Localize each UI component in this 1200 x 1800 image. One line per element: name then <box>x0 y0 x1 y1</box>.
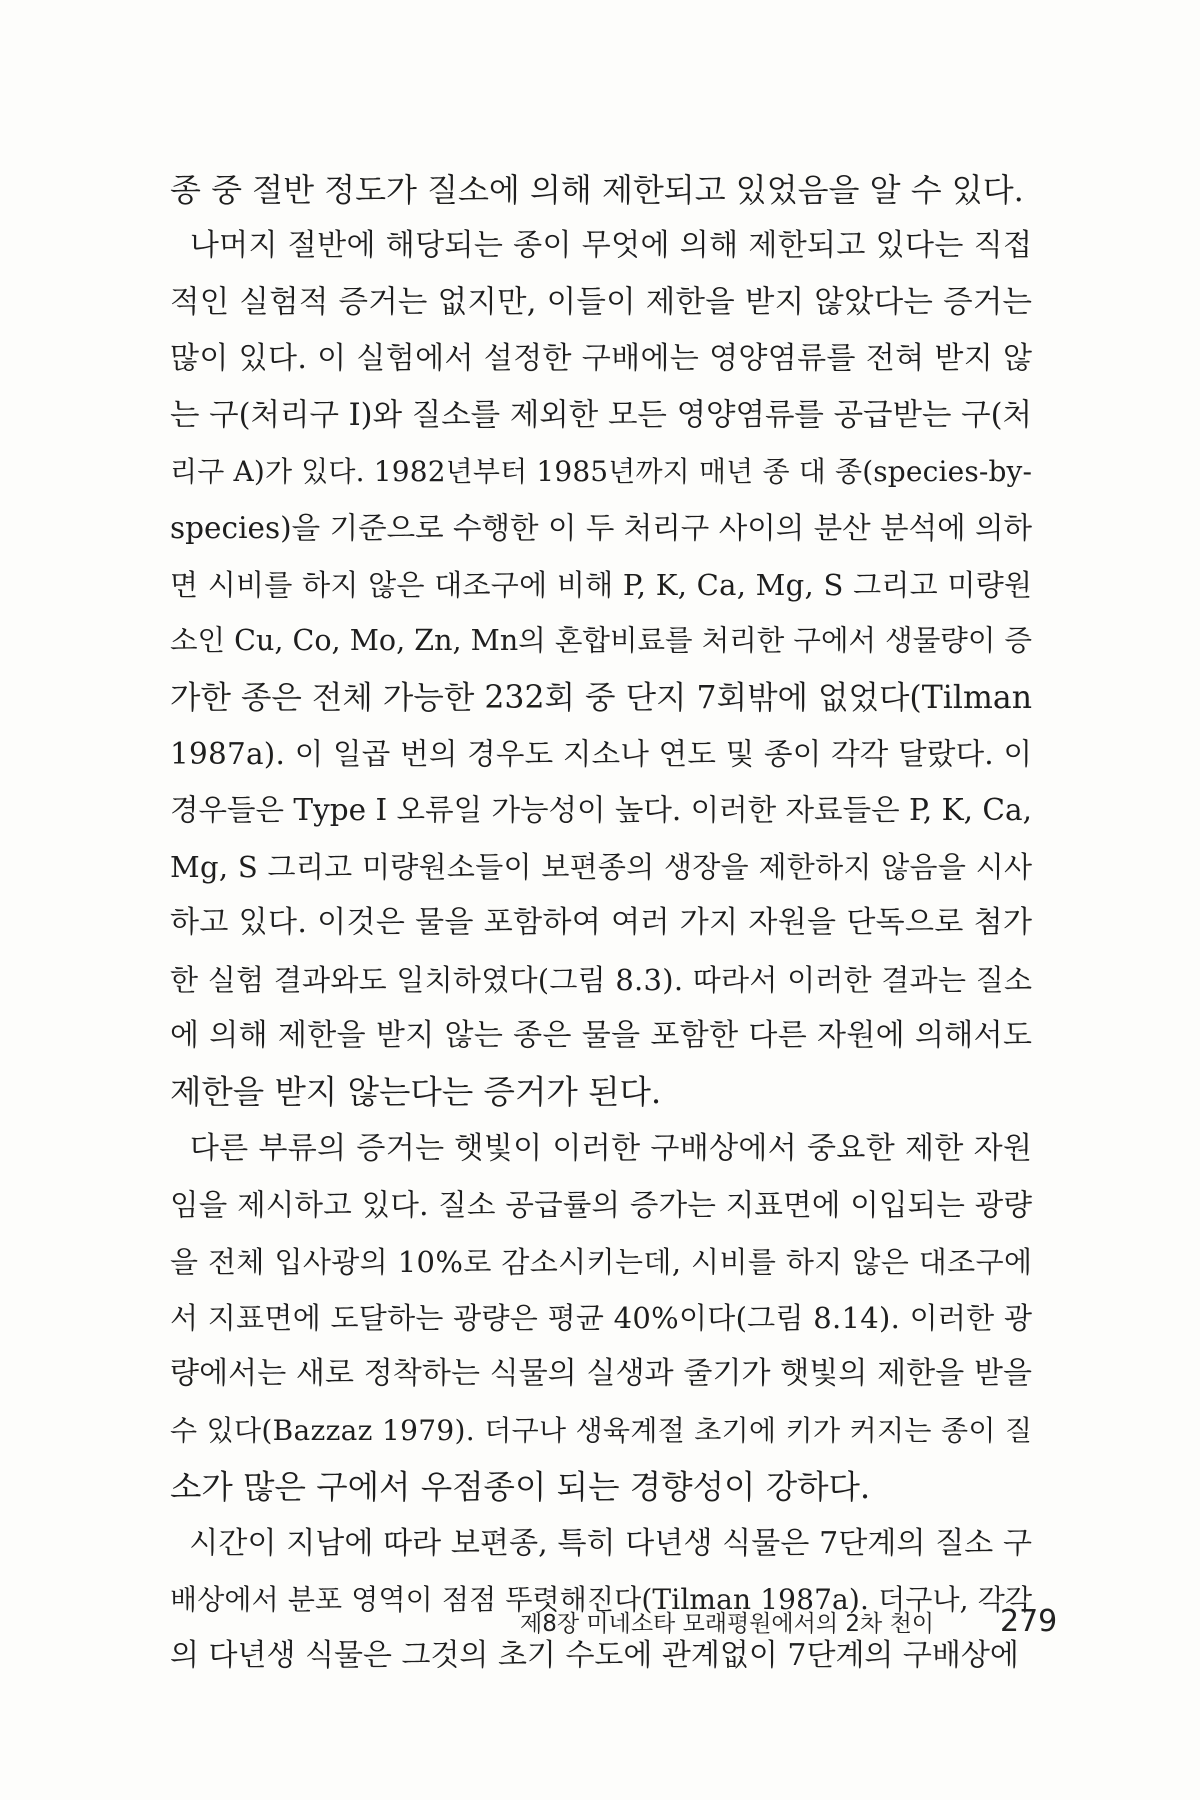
text-line: 임을 제시하고 있다. 질소 공급률의 증가는 지표면에 이입되는 광량 <box>170 1188 1033 1223</box>
text-line: 많이 있다. 이 실험에서 설정한 구배에는 영양염류를 전혀 받지 않 <box>170 341 1033 377</box>
text-line: species)을 기준으로 수행한 이 두 처리구 사이의 분산 분석에 의하 <box>170 511 1033 546</box>
text-line: 소인 Cu, Co, Mo, Zn, Mn의 혼합비료를 처리한 구에서 생물량이 증 <box>170 624 1033 658</box>
text-line: 수 있다(Bazzaz 1979). 더구나 생육계절 초기에 키가 커지는 종이 질 <box>170 1413 1033 1447</box>
text-line: 1987a). 이 일곱 번의 경우도 지소나 연도 및 종이 각각 달랐다. 이 <box>170 737 1033 771</box>
text-line: 소가 많은 구에서 우점종이 되는 경향성이 강하다. <box>170 1468 871 1507</box>
text-line: 에 의해 제한을 받지 않는 종은 물을 포함한 다른 자원에 의해서도 <box>170 1018 1033 1053</box>
text-line: Mg, S 그리고 미량원소들이 보편종의 생장을 제한하지 않음을 시사 <box>170 849 1033 884</box>
text-line: 적인 실험적 증거는 없지만, 이들이 제한을 받지 않았다는 증거는 <box>170 284 1033 320</box>
text-line: 경우들은 Type I 오류일 가능성이 높다. 이러한 자료들은 P, K, Ca, <box>170 793 1032 828</box>
text-line: 서 지표면에 도달하는 광량은 평균 40%이다(그림 8.14). 이러한 광 <box>170 1301 1033 1335</box>
text-line: 나머지 절반에 해당되는 종이 무엇에 의해 제한되고 있다는 직접 <box>170 228 1033 264</box>
text-line: 의 다년생 식물은 그것의 초기 수도에 관계없이 7단계의 구배상에 <box>170 1638 1019 1674</box>
page-number: 279 <box>1000 1604 1058 1639</box>
text-line: 한 실험 결과와도 일치하였다(그림 8.3). 따라서 이러한 결과는 질소 <box>170 962 1033 997</box>
text-line: 종 중 절반 정도가 질소에 의해 제한되고 있었음을 알 수 있다. <box>170 171 1024 209</box>
text-line: 량에서는 새로 정착하는 식물의 실생과 줄기가 햇빛의 제한을 받을 <box>170 1356 1033 1392</box>
text-line: 면 시비를 하지 않은 대조구에 비해 P, K, Ca, Mg, S 그리고 미량원 <box>170 567 1033 602</box>
text-line: 는 구(처리구 I)와 질소를 제외한 모든 영양염류를 공급받는 구(처 <box>170 397 1032 433</box>
text-line: 을 전체 입사광의 10%로 감소시키는데, 시비를 하지 않은 대조구에 <box>170 1244 1033 1279</box>
running-head: 제8장 미네소타 모래평원에서의 2차 천이 <box>520 1611 934 1637</box>
text-line: 하고 있다. 이것은 물을 포함하여 여러 가지 자원을 단독으로 첨가 <box>170 905 1033 941</box>
text-line: 제한을 받지 않는다는 증거가 된다. <box>170 1073 662 1112</box>
text-line: 가한 종은 전체 가능한 232회 중 단지 7회밖에 없었다(Tilman <box>170 679 1033 716</box>
text-line: 다른 부류의 증거는 햇빛이 이러한 구배상에서 중요한 제한 자원 <box>170 1130 1033 1166</box>
text-line: 배상에서 분포 영역이 점점 뚜렷해진다(Tilman 1987a). 더구나, 각각 <box>170 1583 1033 1616</box>
text-line: 시간이 지남에 따라 보편종, 특히 다년생 식물은 7단계의 질소 구 <box>170 1525 1033 1561</box>
text-line: 리구 A)가 있다. 1982년부터 1985년까지 매년 종 대 종(species-by- <box>170 455 1033 488</box>
page-footer <box>0 1594 1200 1654</box>
